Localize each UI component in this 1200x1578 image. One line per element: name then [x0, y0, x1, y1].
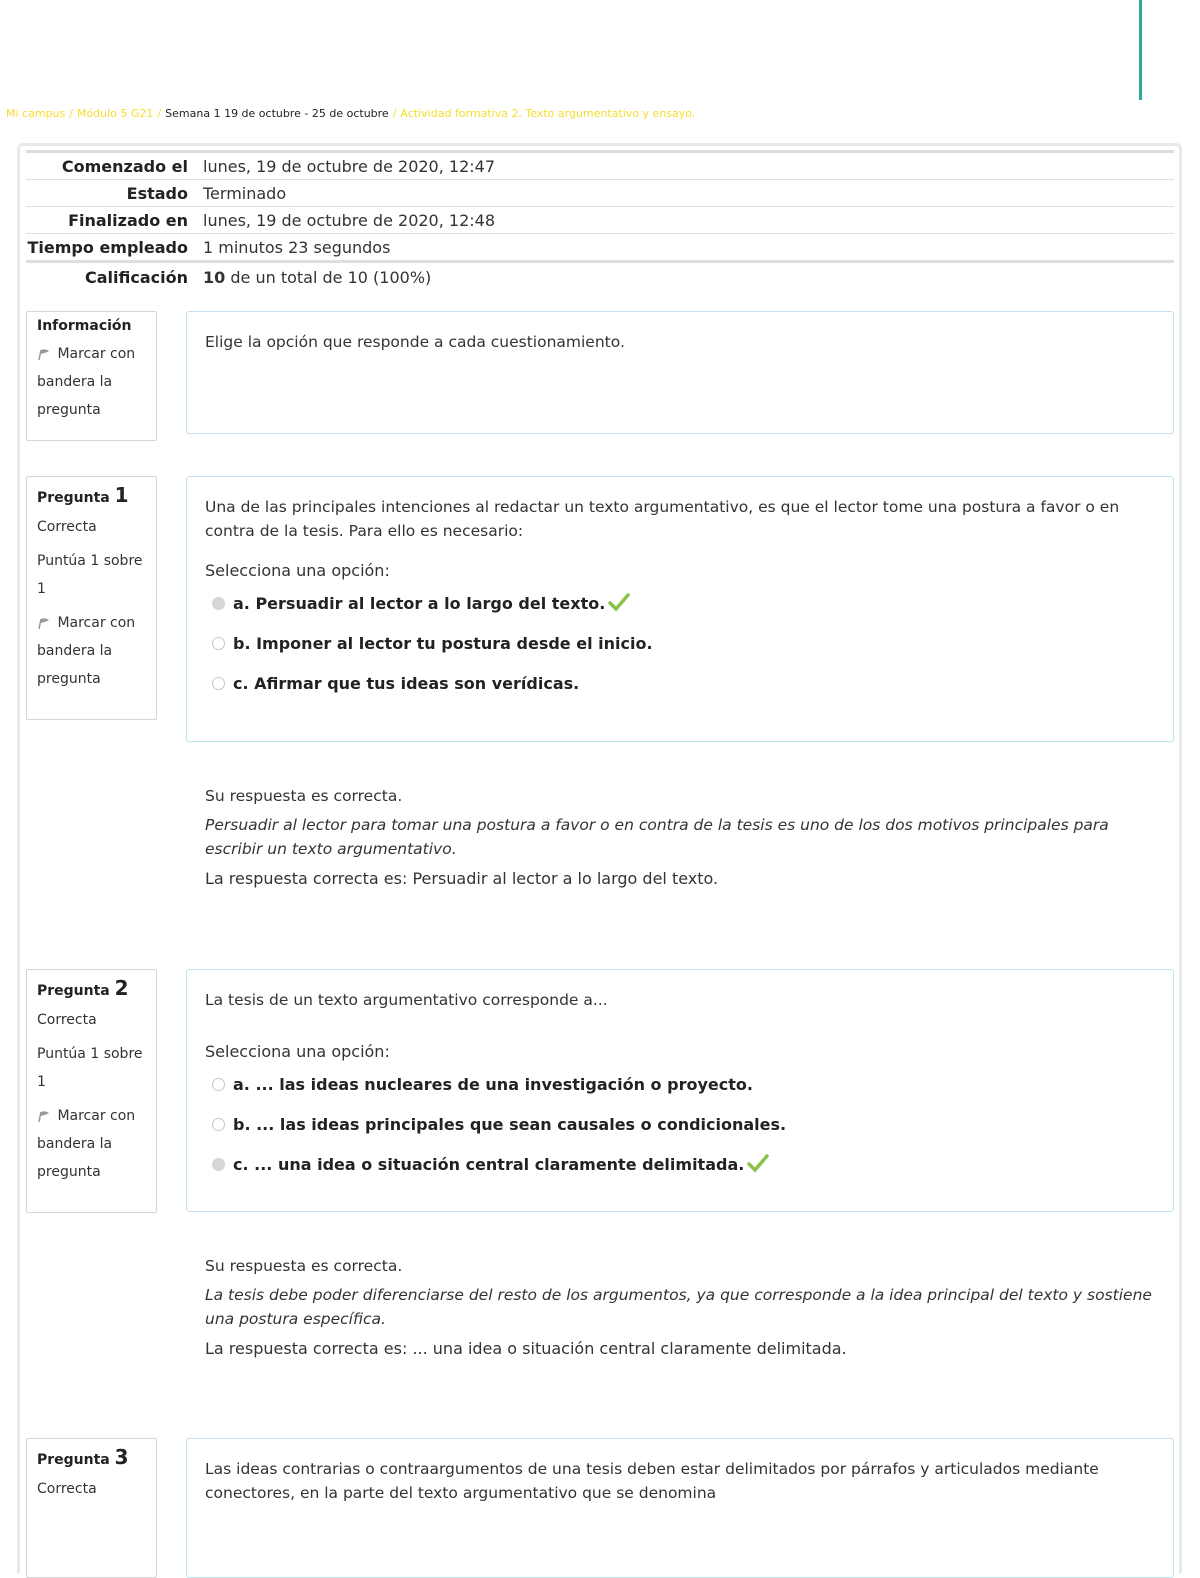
summary-row-time	[26, 234, 1174, 262]
flag-question-link[interactable]: Marcar con	[37, 1102, 146, 1130]
breadcrumb	[6, 107, 695, 120]
flag-question-link[interactable]: Marcar con	[37, 340, 146, 368]
time-value: 1 minutos 23 segundos	[203, 237, 391, 257]
option-label: a. Persuadir al lector a lo largo del texto.	[233, 594, 606, 613]
radio-button[interactable]	[212, 677, 225, 690]
question-3-state: Correcta	[37, 1481, 97, 1497]
option-label: c. Afirmar que tus ideas son verídicas.	[233, 674, 580, 693]
question-2-feedback	[205, 1257, 1155, 1358]
question-2-points-max: 1	[37, 1074, 46, 1090]
question-2-content	[186, 969, 1174, 1212]
flag-question-link[interactable]: Marcar con	[37, 609, 146, 637]
question-2-state: Correcta	[37, 1012, 97, 1028]
question-2-option-c[interactable]	[205, 1151, 1155, 1191]
question-1-points-max: 1	[37, 581, 46, 597]
breadcrumb-separator: /	[392, 107, 397, 120]
feedback-general: La tesis debe poder diferenciarse del resto de los argumentos, ya que corresponde a la idea principal del texto y sostiene una postura específica.	[205, 1286, 1152, 1328]
flag-label-line: bandera la	[37, 643, 113, 659]
summary-row-finished	[26, 207, 1174, 234]
feedback-status: Su respuesta es correcta.	[205, 1257, 403, 1275]
option-label: c. ... una idea o situación central claramente delimitada.	[233, 1155, 745, 1174]
question-2-text: La tesis de un texto argumentativo corresponde a...	[205, 991, 608, 1009]
question-1-title: Pregunta 1	[37, 483, 129, 507]
question-2-info	[26, 969, 157, 1213]
finished-label: Finalizado en	[68, 210, 188, 230]
radio-button[interactable]	[212, 1158, 225, 1171]
started-value: lunes, 19 de octubre de 2020, 12:47	[203, 156, 496, 176]
question-2-option-a[interactable]	[205, 1071, 1155, 1111]
summary-row-started	[26, 152, 1174, 180]
radio-button[interactable]	[212, 1078, 225, 1091]
info-title: Información	[37, 318, 132, 334]
breadcrumb-separator: /	[157, 107, 162, 120]
flag-label-line: pregunta	[37, 1164, 101, 1180]
info-sidebar	[26, 311, 157, 441]
breadcrumb-link-module[interactable]: Módulo 5 G21	[76, 107, 154, 120]
question-2-option-b[interactable]	[205, 1111, 1155, 1151]
question-3-text: Las ideas contrarias o contraargumentos de una tesis deben estar delimitados por párrafos y articulados mediante conectores, en la parte del texto argumentativo que se denomina	[205, 1460, 1099, 1502]
breadcrumb-link-campus[interactable]: Mi campus	[6, 107, 66, 120]
breadcrumb-separator: /	[69, 107, 73, 120]
info-text: Elige la opción que responde a cada cuestionamiento.	[205, 333, 625, 351]
flag-icon[interactable]	[37, 616, 53, 630]
grade-label: Calificación	[85, 267, 188, 287]
breadcrumb-link-activity[interactable]: Actividad formativa 2. Texto argumentativo y ensayo.	[400, 107, 696, 120]
question-2-prompt: Selecciona una opción:	[205, 1042, 390, 1061]
question-1-points: Puntúa 1 sobre	[37, 553, 143, 569]
flag-label-line: bandera la	[37, 374, 113, 390]
feedback-right-answer: La respuesta correcta es: Persuadir al lector a lo largo del texto.	[205, 869, 719, 888]
finished-value: lunes, 19 de octubre de 2020, 12:48	[203, 210, 496, 230]
question-1-state: Correcta	[37, 519, 97, 535]
started-label: Comenzado el	[61, 156, 188, 176]
flag-icon[interactable]	[37, 1109, 53, 1123]
feedback-general: Persuadir al lector para tomar una postura a favor o en contra de la tesis es uno de los dos motivos principales para escribir un texto argumentativo.	[205, 816, 1109, 858]
time-label: Tiempo empleado	[27, 237, 188, 257]
info-content	[186, 311, 1174, 434]
question-1-option-a[interactable]	[205, 590, 1155, 630]
state-value: Terminado	[203, 183, 287, 203]
question-2-title: Pregunta 2	[37, 976, 129, 1000]
question-1-text: Una de las principales intenciones al redactar un texto argumentativo, es que el lector tome una postura a favor o en contra de la tesis. Para ello es necesario:	[205, 498, 1120, 540]
flag-label-line: pregunta	[37, 671, 101, 687]
option-label: b. Imponer al lector tu postura desde el inicio.	[233, 634, 653, 653]
feedback-right-answer: La respuesta correcta es: ... una idea o situación central claramente delimitada.	[205, 1339, 847, 1358]
question-2-points: Puntúa 1 sobre	[37, 1046, 143, 1062]
question-3-title: Pregunta 3	[37, 1445, 129, 1469]
attempt-summary-table	[26, 150, 1174, 291]
summary-row-state	[26, 180, 1174, 207]
radio-button[interactable]	[212, 637, 225, 650]
question-1-option-b[interactable]	[205, 630, 1155, 670]
state-label: Estado	[126, 183, 188, 203]
question-1-info	[26, 476, 157, 720]
correct-check-icon	[746, 1151, 770, 1175]
question-1-prompt: Selecciona una opción:	[205, 561, 390, 580]
flag-label-line: bandera la	[37, 1136, 113, 1152]
breadcrumb-week[interactable]: Semana 1 19 de octubre - 25 de octubre	[165, 107, 389, 120]
question-3-info	[26, 1438, 157, 1578]
grade-percent: (100%)	[373, 267, 432, 287]
question-1-content	[186, 476, 1174, 742]
grade-total: de un total de 10	[230, 267, 368, 287]
option-label: b. ... las ideas principales que sean causales o condicionales.	[233, 1115, 787, 1134]
grade-value	[188, 262, 1174, 292]
flag-icon[interactable]	[37, 347, 53, 361]
summary-row-grade	[26, 262, 1174, 292]
radio-button[interactable]	[212, 1118, 225, 1131]
radio-button[interactable]	[212, 597, 225, 610]
feedback-status: Su respuesta es correcta.	[205, 787, 403, 805]
question-1-feedback	[205, 787, 1155, 888]
option-label: a. ... las ideas nucleares de una investigación o proyecto.	[233, 1075, 753, 1094]
flag-label-line: pregunta	[37, 402, 101, 418]
question-3-content	[186, 1438, 1174, 1578]
question-1-option-c[interactable]	[205, 670, 1155, 710]
grade-score: 10	[203, 267, 226, 287]
correct-check-icon	[607, 590, 631, 614]
header-accent-line	[1139, 0, 1142, 100]
